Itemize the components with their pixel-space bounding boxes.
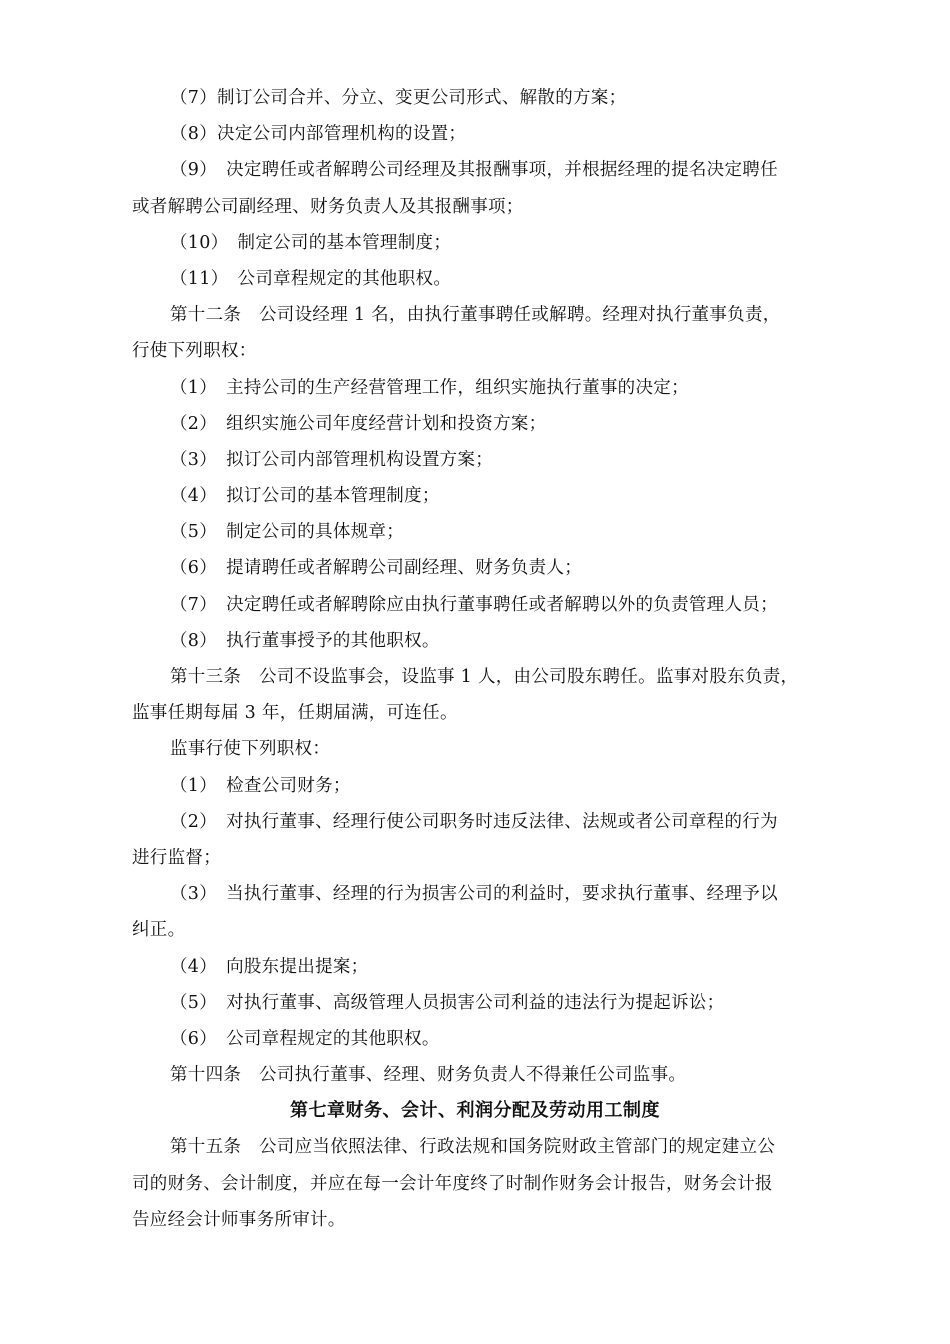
article-15: 第十五条 公司应当依照法律、行政法规和国务院财政主管部门的规定建立公 bbox=[170, 1137, 776, 1158]
clause-item-7-merger: （7）制订公司合并、分立、变更公司形式、解散的方案； bbox=[170, 88, 627, 108]
article-13-continued: 监事任期每届 3 年，任期届满，可连任。 bbox=[132, 703, 458, 724]
manager-item-5: （5） 制定公司的具体规章； bbox=[170, 522, 405, 543]
document-body bbox=[0, 80, 950, 1238]
clause-item-10-management-system: （10） 制定公司的基本管理制度； bbox=[170, 232, 452, 253]
article-12-continued: 行使下列职权： bbox=[132, 341, 257, 362]
supervisor-powers-intro: 监事行使下列职权： bbox=[170, 739, 331, 760]
article-14: 第十四条 公司执行董事、经理、财务负责人不得兼任公司监事。 bbox=[170, 1065, 687, 1086]
manager-item-3: （3） 拟订公司内部管理机构设置方案； bbox=[170, 449, 494, 470]
manager-item-1: （1） 主持公司的生产经营管理工作，组织实施执行董事的决定； bbox=[170, 377, 689, 398]
article-12-manager: 第十二条 公司设经理 1 名，由执行董事聘任或解聘。经理对执行董事负责， bbox=[170, 305, 781, 326]
supervisor-item-4: （4） 向股东提出提案； bbox=[170, 956, 369, 977]
supervisor-item-6: （6） 公司章程规定的其他职权。 bbox=[170, 1028, 440, 1049]
clause-item-11-other-powers: （11） 公司章程规定的其他职权。 bbox=[170, 268, 452, 289]
manager-item-6: （6） 提请聘任或者解聘公司副经理、财务负责人； bbox=[170, 558, 583, 579]
supervisor-item-3: （3） 当执行董事、经理的行为损害公司的利益时，要求执行董事、经理予以 bbox=[170, 884, 778, 905]
clause-item-8-internal-structure: （8）决定公司内部管理机构的设置； bbox=[170, 124, 467, 145]
supervisor-item-1: （1） 检查公司财务； bbox=[170, 775, 351, 796]
manager-item-7: （7） 决定聘任或者解聘除应由执行董事聘任或者解聘以外的负责管理人员； bbox=[170, 594, 778, 615]
supervisor-item-2: （2） 对执行董事、经理行使公司职务时违反法律、法规或者公司章程的行为 bbox=[170, 811, 778, 832]
chapter-7-heading: 第七章财务、会计、利润分配及劳动用工制度 bbox=[290, 1100, 660, 1122]
manager-item-4: （4） 拟订公司的基本管理制度； bbox=[170, 486, 440, 507]
article-15-continued-1: 司的财务、会计制度，并应在每一会计年度终了时制作财务会计报告，财务会计报 bbox=[132, 1173, 773, 1194]
manager-item-2: （2） 组织实施公司年度经营计划和投资方案； bbox=[170, 413, 547, 434]
supervisor-item-3-continued: 纠正。 bbox=[132, 920, 186, 941]
clause-item-9-appoint-manager: （9） 决定聘任或者解聘公司经理及其报酬事项，并根据经理的提名决定聘任 bbox=[170, 160, 778, 181]
manager-item-8: （8） 执行董事授予的其他职权。 bbox=[170, 630, 440, 651]
supervisor-item-2-continued: 进行监督； bbox=[132, 847, 221, 868]
supervisor-item-5: （5） 对执行董事、高级管理人员损害公司利益的违法行为提起诉讼； bbox=[170, 992, 725, 1013]
article-15-continued-2: 告应经会计师事务所审计。 bbox=[132, 1209, 346, 1230]
article-13-supervisor: 第十三条 公司不设监事会，设监事 1 人，由公司股东聘任。监事对股东负责， bbox=[170, 667, 799, 687]
clause-item-9-continued: 或者解聘公司副经理、财务负责人及其报酬事项； bbox=[132, 196, 524, 217]
